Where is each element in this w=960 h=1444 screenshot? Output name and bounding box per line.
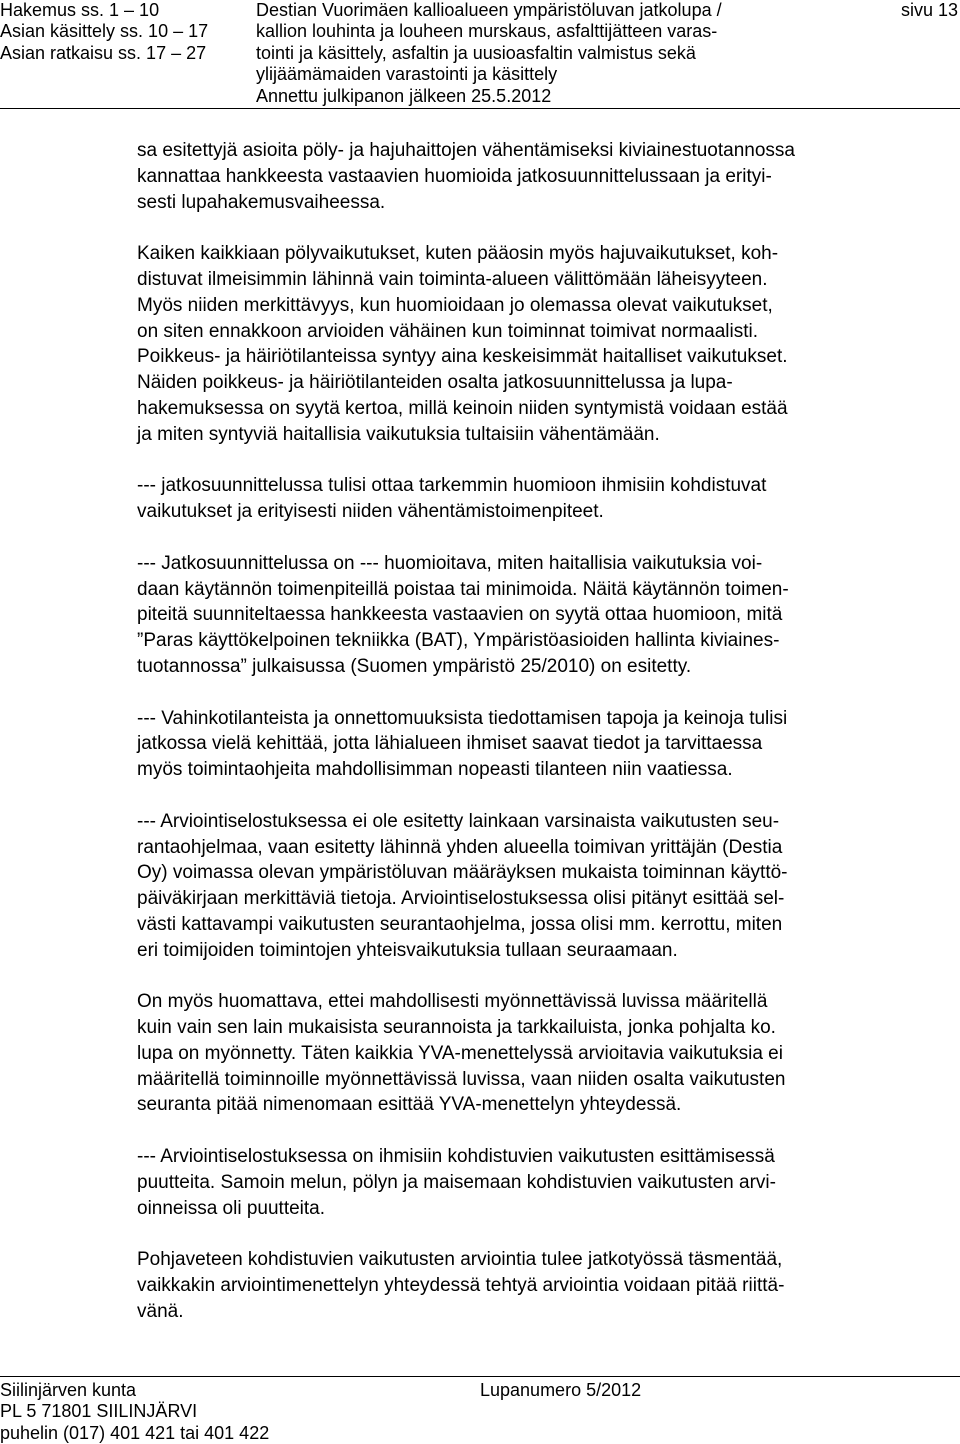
text-line: distuvat ilmeisimmin lähinnä vain toiminta-alueen välittömään läheisyyteen. <box>137 268 768 290</box>
header-section-line: Hakemus ss. 1 – 10 <box>0 0 160 20</box>
text-line: ”Paras käyttökelpoinen tekniikka (BAT), Ympäristöasioiden hallinta kiviaines- <box>137 630 780 652</box>
paragraph <box>137 989 937 1118</box>
header-document-title <box>256 0 876 107</box>
text-line: lupa on myönnetty. Täten kaikkia YVA-menettelyssä arvioitavia vaikutuksia ei <box>137 1042 783 1064</box>
footer-line: Siilinjärven kunta <box>0 1380 137 1400</box>
footer-line: PL 5 71801 SIILINJÄRVI <box>0 1401 198 1422</box>
text-line: Poikkeus- ja häiriötilanteissa syntyy aina keskeisimmät haitalliset vaikutukset. <box>137 346 788 368</box>
text-line: --- Arviointiselostuksessa on ihmisiin kohdistuvien vaikutusten esittämisessä <box>137 1146 775 1168</box>
text-line: myös toimintaohjeita mahdollisimman nopeasti tilanteen niin vaatiessa. <box>137 759 733 781</box>
text-line: Oy) voimassa olevan ympäristöluvan määräyksen mukaista toiminnan käyttö- <box>137 862 788 884</box>
permit-number: Lupanumero 5/2012 <box>480 1380 642 1400</box>
text-line: vaikkakin arviointimenettelyn yhteydessä tehtyä arviointia voidaan pitää riittä- <box>137 1275 785 1297</box>
text-line: puutteita. Samoin melun, pölyn ja maisemaan kohdistuvien vaikutusten arvi- <box>137 1171 776 1193</box>
paragraph <box>137 809 937 964</box>
text-line: --- Vahinkotilanteista ja onnettomuuksista tiedottamisen tapoja ja keinoja tulisi <box>137 707 788 729</box>
text-line: sesti lupahakemusvaiheessa. <box>137 191 386 213</box>
text-line: sa esitettyjä asioita pöly- ja hajuhaittojen vähentämiseksi kiviainestuotannossa <box>137 140 795 161</box>
text-line: kuin vain sen lain mukaisista seurannoista ja tarkkailuista, jonka pohjalta ko. <box>137 1017 776 1039</box>
header-title-line: kallion louhinta ja louheen murskaus, asfalttijätteen varas- <box>256 21 718 42</box>
header-title-line: Annettu julkipanon jälkeen 25.5.2012 <box>256 85 552 106</box>
text-line: daan käytännön toimenpiteillä poistaa tai minimoida. Näitä käytännön toimen- <box>137 578 789 600</box>
text-line: päiväkirjaan merkittäviä tietoja. Arviointiselostuksessa olisi pitänyt esittää sel- <box>137 888 785 910</box>
text-line: ja miten syntyviä haitallisia vaikutuksia tultaisiin vähentämään. <box>137 423 660 445</box>
header-section-line: Asian käsittely ss. 10 – 17 <box>0 21 209 42</box>
footer-municipality-contact <box>0 1380 269 1444</box>
paragraph <box>137 473 937 525</box>
page-number: sivu 13 <box>900 0 958 20</box>
text-line: --- jatkosuunnittelussa tulisi ottaa tarkemmin huomioon ihmisiin kohdistuvat <box>137 475 767 497</box>
text-line: vaikutukset ja erityisesti niiden vähentämistoimenpiteet. <box>137 501 604 523</box>
text-line: rantaohjelmaa, vaan esitetty lähinnä yhden alueella toimivan yrittäjän (Destia <box>137 836 783 858</box>
paragraph <box>137 706 937 783</box>
paragraph <box>137 241 937 293</box>
text-line: piteitä suunniteltaessa hankkeesta vastaavien on syytä ottaa huomioon, mitä <box>137 604 783 626</box>
document-body <box>137 138 937 1325</box>
text-line: hakemuksessa on syytä kertoa, millä keinoin niiden syntymistä voidaan estää <box>137 397 788 419</box>
text-line: oinneissa oli puutteita. <box>137 1197 326 1219</box>
footer-line: puhelin (017) 401 421 tai 401 422 <box>0 1422 270 1443</box>
text-line: tuotannossa” julkaisussa (Suomen ympäristö 25/2010) on esitetty. <box>137 655 692 677</box>
text-line: Pohjaveteen kohdistuvien vaikutusten arviointia tulee jatkotyössä täsmentää, <box>137 1249 783 1271</box>
header-divider <box>0 108 960 109</box>
text-line: eri toimijoiden toimintojen yhteisvaikutuksia tullaan seuraamaan. <box>137 939 678 961</box>
text-line: Myös niiden merkittävyys, kun huomioidaan jo olemassa olevat vaikutukset, <box>137 294 773 316</box>
header-case-sections <box>0 0 235 64</box>
paragraph <box>137 138 937 215</box>
header-section-line: Asian ratkaisu ss. 17 – 27 <box>0 42 207 63</box>
text-line: seuranta pitää nimenomaan esittää YVA-menettelyn yhteydessä. <box>137 1094 682 1116</box>
text-line: vänä. <box>137 1300 184 1322</box>
text-line: On myös huomattava, ettei mahdollisesti myönnettävissä luvissa määritellä <box>137 991 768 1013</box>
text-line: --- Arviointiselostuksessa ei ole esitetty lainkaan varsinaista vaikutusten seu- <box>137 810 780 832</box>
text-line: määritellä toiminnoille myönnettävissä luvissa, vaan niiden osalta vaikutusten <box>137 1068 786 1090</box>
paragraph <box>137 1247 937 1324</box>
footer-divider <box>0 1376 960 1377</box>
paragraph <box>137 1144 937 1221</box>
header-title-line: Destian Vuorimäen kallioalueen ympäristöluvan jatkolupa / <box>256 0 722 20</box>
text-line: kannattaa hankkeesta vastaavien huomioida jatkosuunnittelussaan ja erityi- <box>137 165 772 187</box>
text-line: --- Jatkosuunnittelussa on --- huomioitava, miten haitallisia vaikutuksia voi- <box>137 552 763 574</box>
header-title-line: tointi ja käsittely, asfaltin ja uusioasfaltin valmistus sekä <box>256 42 696 63</box>
text-line: Näiden poikkeus- ja häiriötilanteiden osalta jatkosuunnittelussa ja lupa- <box>137 372 733 394</box>
text-line: jatkossa vielä kehittää, jotta lähialueen ihmiset saavat tiedot ja tarvittaessa <box>137 733 763 755</box>
header-title-line: ylijäämämaiden varastointi ja käsittely <box>256 64 558 85</box>
paragraph <box>137 551 937 680</box>
text-line: Kaiken kaikkiaan pölyvaikutukset, kuten pääosin myös hajuvaikutukset, koh- <box>137 243 779 265</box>
paragraph <box>137 293 937 448</box>
text-line: on siten ennakkoon arvioiden vähäinen kun toiminnat toimivat normaalisti. <box>137 320 759 342</box>
text-line: västi kattavampi vaikutusten seurantaohjelma, jossa olisi mm. kerrottu, miten <box>137 913 783 935</box>
